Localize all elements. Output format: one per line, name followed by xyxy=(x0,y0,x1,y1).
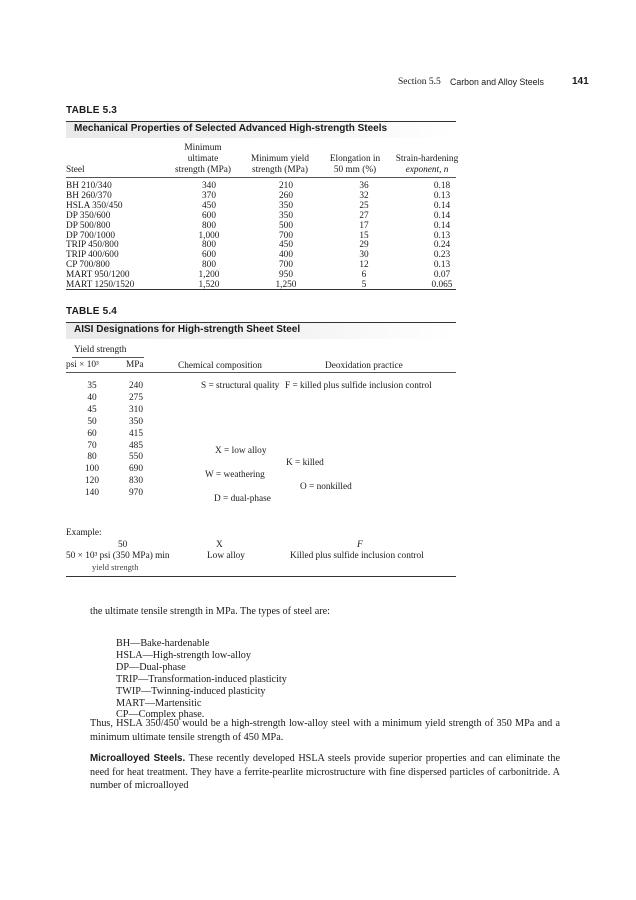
cell-steel: BH 260/370 xyxy=(66,190,112,201)
col-head-steel: Steel xyxy=(66,165,85,175)
cell-ys: 1,250 xyxy=(275,280,297,290)
cell-psi: 120 xyxy=(85,476,99,487)
cell-psi: 45 xyxy=(87,404,97,415)
col-head-mpa: MPa xyxy=(126,360,144,370)
cell-mpa: 275 xyxy=(129,392,143,403)
chem-x: X = low alloy xyxy=(215,446,267,456)
table-5-4-caption: AISI Designations for High-strength Sheet Steel xyxy=(66,323,456,339)
thus-paragraph: Thus, HSLA 350/450 would be a high-strength low-alloy steel with a minimum yield strength of 350 MPa and a minimum ultimate tensile strength of 450 MPa. xyxy=(90,718,560,743)
table-row xyxy=(66,429,166,439)
deox-f: F = killed plus sulfide inclusion control xyxy=(285,381,432,391)
col-head-ys-line2: strength (MPa) xyxy=(251,165,309,175)
cell-uts: 450 xyxy=(202,200,216,211)
table-row xyxy=(66,417,166,427)
yield-strength-rule xyxy=(72,357,144,358)
cell-uts: 1,000 xyxy=(198,230,220,241)
cell-elongation: 12 xyxy=(359,260,369,271)
table-5-4-label: TABLE 5.4 xyxy=(66,306,118,317)
cell-n: 0.13 xyxy=(433,260,451,271)
cell-psi: 140 xyxy=(85,488,99,499)
table-row xyxy=(66,211,466,221)
cell-mpa: 240 xyxy=(129,381,143,391)
cell-mpa: 350 xyxy=(129,416,143,427)
example-desc-alloy: Low alloy xyxy=(207,551,245,561)
microalloyed-heading: Microalloyed Steels. xyxy=(90,753,186,764)
list-item: BH—Bake-hardenable xyxy=(116,638,210,649)
table-row xyxy=(66,260,466,270)
running-header xyxy=(0,77,636,91)
cell-steel: BH 210/340 xyxy=(66,181,112,191)
example-label: Example: xyxy=(66,528,102,538)
cell-n: 0.23 xyxy=(433,250,451,261)
cell-steel: DP 350/600 xyxy=(66,210,111,221)
table-row xyxy=(66,405,166,415)
cell-ys: 400 xyxy=(279,250,293,261)
cell-ys: 950 xyxy=(279,270,293,281)
chem-s: S = structural quality xyxy=(201,381,280,391)
table-5-4-head-rule xyxy=(66,372,456,373)
list-item: MART—Martensitic xyxy=(116,697,202,709)
cell-ys: 350 xyxy=(279,210,293,221)
table-row xyxy=(66,381,166,391)
table-row xyxy=(66,221,466,231)
example-code-f: F xyxy=(357,540,363,550)
col-head-uts-line2: ultimate xyxy=(187,154,219,164)
cell-n: 0.14 xyxy=(433,210,451,221)
cell-psi: 60 xyxy=(87,428,97,439)
page-number: 141 xyxy=(572,76,589,87)
cell-steel: MART 950/1200 xyxy=(66,270,130,281)
cell-steel: DP 700/1000 xyxy=(66,230,115,241)
col-head-n xyxy=(372,154,482,176)
col-head-n-line2: exponent, n xyxy=(405,165,449,175)
section-title: Carbon and Alloy Steels xyxy=(450,77,544,87)
col-head-deox: Deoxidation practice xyxy=(325,361,403,371)
cell-psi: 40 xyxy=(87,392,97,403)
cell-ys: 350 xyxy=(279,200,293,211)
example-desc-deox: Killed plus sulfide inclusion control xyxy=(290,551,424,561)
cell-uts: 370 xyxy=(202,190,216,201)
example-desc-strength: 50 × 10³ psi (350 MPa) min xyxy=(66,551,170,561)
cell-psi: 35 xyxy=(87,381,97,391)
col-head-uts-line1: Minimum xyxy=(184,143,222,153)
table-row xyxy=(66,231,466,241)
col-head-n-line1: Strain-hardening xyxy=(395,154,459,164)
cell-elongation: 25 xyxy=(359,200,369,211)
cell-n: 0.07 xyxy=(433,270,451,281)
cell-mpa: 970 xyxy=(129,488,143,499)
list-item: TWIP—Twinning-induced plasticity xyxy=(116,685,266,697)
table-row xyxy=(66,181,466,191)
example-desc-yield: yield strength xyxy=(92,562,139,572)
cell-uts: 600 xyxy=(202,250,216,261)
cell-steel: HSLA 350/450 xyxy=(66,200,123,211)
deox-o: O = nonkilled xyxy=(300,482,352,492)
cell-uts: 800 xyxy=(202,220,216,231)
cell-n: 0.065 xyxy=(431,280,453,290)
cell-elongation: 27 xyxy=(359,210,369,221)
steel-types-list xyxy=(116,638,287,721)
microalloyed-paragraph xyxy=(90,752,560,793)
chem-w: W = weathering xyxy=(205,470,265,480)
cell-psi: 100 xyxy=(85,464,99,475)
table-row xyxy=(66,476,166,486)
table-row xyxy=(66,441,166,451)
table-row xyxy=(66,240,466,250)
cell-mpa: 310 xyxy=(129,404,143,415)
cell-psi: 80 xyxy=(87,452,97,463)
cell-uts: 340 xyxy=(202,181,216,191)
col-head-el-line2: 50 mm (%) xyxy=(333,165,377,175)
cell-mpa: 550 xyxy=(129,452,143,463)
cell-mpa: 830 xyxy=(129,476,143,487)
cell-steel: MART 1250/1520 xyxy=(66,280,135,290)
cell-n: 0.24 xyxy=(433,240,451,251)
section-number: Section 5.5 xyxy=(398,77,441,87)
cell-ys: 700 xyxy=(279,260,293,271)
cell-elongation: 17 xyxy=(359,220,369,231)
cell-ys: 500 xyxy=(279,220,293,231)
table-5-3-caption: Mechanical Properties of Selected Advanced High-strength Steels xyxy=(66,122,456,138)
col-head-ys-line1: Minimum yield xyxy=(250,154,310,164)
cell-uts: 600 xyxy=(202,210,216,221)
col-head-psi: psi × 10³ xyxy=(66,360,99,370)
table-row xyxy=(66,464,166,474)
cell-n: 0.18 xyxy=(433,181,451,191)
table-row xyxy=(66,393,166,403)
table-row xyxy=(66,250,466,260)
cell-mpa: 690 xyxy=(129,464,143,475)
cell-n: 0.13 xyxy=(433,230,451,241)
example-code-50: 50 xyxy=(118,540,128,550)
table-row xyxy=(66,191,466,201)
cell-ys: 450 xyxy=(279,240,293,251)
list-item: CP—Complex phase. xyxy=(116,709,205,721)
cell-elongation: 32 xyxy=(359,190,369,201)
cell-steel: TRIP 400/600 xyxy=(66,250,119,261)
cell-ys: 260 xyxy=(279,190,293,201)
table-5-3-head-rule xyxy=(66,177,456,178)
cell-psi: 70 xyxy=(87,440,97,451)
table-row xyxy=(66,270,466,280)
table-5-3-label: TABLE 5.3 xyxy=(66,105,118,116)
col-head-chem: Chemical composition xyxy=(178,361,262,371)
chem-d: D = dual-phase xyxy=(214,494,271,504)
cell-uts: 800 xyxy=(202,240,216,251)
cell-n: 0.14 xyxy=(433,200,451,211)
cell-elongation: 5 xyxy=(361,280,367,290)
microalloyed-text: These recently developed HSLA steels provide superior properties and can eliminate the need for heat treatment. They have a ferrite-pearlite microstructure with fine dispersed particles of carbonitride. A number of microalloyed xyxy=(90,753,560,791)
cell-elongation: 29 xyxy=(359,240,369,251)
table-5-3-bottom-rule xyxy=(66,289,456,290)
cell-elongation: 6 xyxy=(361,270,367,281)
intro-line: the ultimate tensile strength in MPa. The types of steel are: xyxy=(90,606,331,617)
col-head-el-line1: Elongation in xyxy=(329,154,381,164)
cell-elongation: 30 xyxy=(359,250,369,261)
cell-steel: DP 500/800 xyxy=(66,220,111,231)
cell-ys: 700 xyxy=(279,230,293,241)
cell-uts: 1,200 xyxy=(198,270,220,281)
cell-elongation: 15 xyxy=(359,230,369,241)
cell-uts: 1,520 xyxy=(198,280,220,290)
table-5-3-top-rule xyxy=(66,121,456,122)
list-item: HSLA—High-strength low-alloy xyxy=(116,649,251,661)
cell-n: 0.14 xyxy=(433,220,451,231)
example-code-x: X xyxy=(216,540,223,550)
table-5-4-top-rule xyxy=(66,322,456,323)
cell-mpa: 415 xyxy=(129,428,143,439)
table-5-4-bottom-rule xyxy=(66,576,456,577)
cell-elongation: 36 xyxy=(359,181,369,191)
cell-uts: 800 xyxy=(202,260,216,271)
cell-steel: TRIP 450/800 xyxy=(66,240,119,251)
cell-n: 0.13 xyxy=(433,190,451,201)
cell-ys: 210 xyxy=(279,181,293,191)
deox-k: K = killed xyxy=(286,458,324,468)
col-head-uts-line3: strength (MPa) xyxy=(174,165,232,175)
list-item: TRIP—Transformation-induced plasticity xyxy=(116,673,287,685)
cell-psi: 50 xyxy=(87,416,97,427)
yield-strength-heading: Yield strength xyxy=(74,345,127,355)
cell-steel: CP 700/800 xyxy=(66,260,110,271)
table-row xyxy=(66,488,166,498)
table-row xyxy=(66,452,166,462)
table-row xyxy=(66,201,466,211)
cell-mpa: 485 xyxy=(129,440,143,451)
list-item: DP—Dual-phase xyxy=(116,661,186,673)
